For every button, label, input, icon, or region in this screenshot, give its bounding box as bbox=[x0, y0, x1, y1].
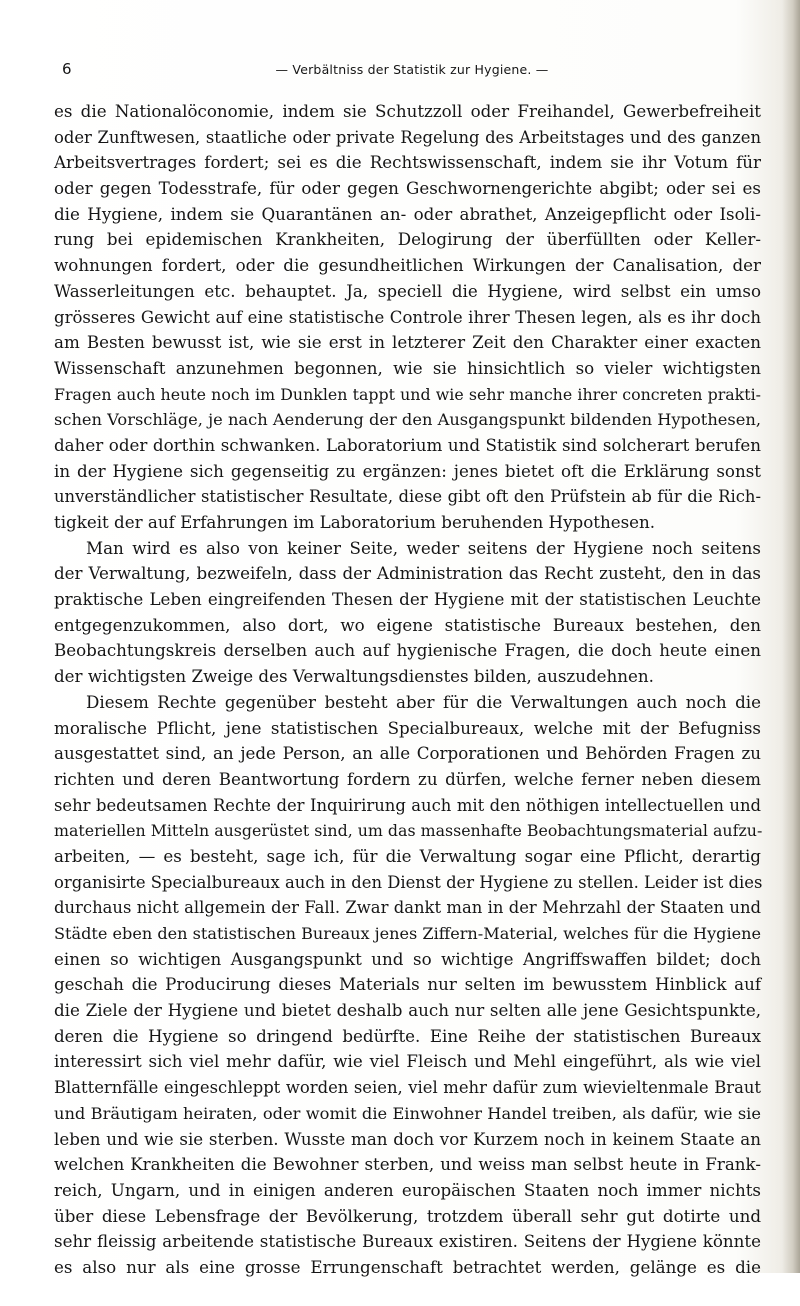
text-line: unverständlicher statistischer Resultate, diese gibt oft den Prüfstein ab für die Rich- bbox=[54, 487, 761, 507]
text-line: ausgestattet sind, an jede Person, an alle Corporationen und Behörden Fragen zu bbox=[54, 743, 761, 764]
text-line: Wissenschaft anzunehmen begonnen, wie sie hinsichtlich so vieler wichtigsten bbox=[54, 357, 761, 378]
text-line: grösseres Gewicht auf eine statistische Controle ihrer Thesen legen, als es ihr doch bbox=[54, 307, 761, 327]
text-line: Arbeitsvertrages fordert; sei es die Rechtswissenschaft, indem sie ihr Votum für bbox=[54, 152, 761, 173]
text-line: wohnungen fordert, oder die gesundheitlichen Wirkungen der Canalisation, der bbox=[54, 255, 761, 276]
text-line: daher oder dorthin schwanken. Laboratorium und Statistik sind solcherart berufen bbox=[54, 434, 761, 455]
text-line: reich, Ungarn, und in einigen anderen europäischen Staaten noch immer nichts bbox=[54, 1179, 761, 1200]
text-line: deren die Hygiene so dringend bedürfte. Eine Reihe der statistischen Bureaux bbox=[54, 1025, 761, 1046]
text-line: Fragen auch heute noch im Dunklen tappt und wie sehr manche ihrer concreten prakti- bbox=[54, 384, 761, 404]
text-line: Beobachtungskreis derselben auch auf hygienische Fragen, die doch heute einen bbox=[54, 640, 761, 661]
text-line: schen Vorschläge, je nach Aenderung der den Ausgangspunkt bildenden Hypothesen, bbox=[54, 410, 761, 430]
text-line: sehr bedeutsamen Rechte der Inquirirung auch mit den nöthigen intellectuellen und bbox=[54, 795, 761, 815]
text-line: interessirt sich viel mehr dafür, wie viel Fleisch und Mehl eingeführt, als wie viel bbox=[54, 1051, 761, 1072]
text-line: Blatternfälle eingeschleppt worden seien, viel mehr dafür zum wievieltenmale Braut bbox=[54, 1078, 761, 1098]
text-line: in der Hygiene sich gegenseitig zu ergänzen: jenes bietet oft die Erklärung sonst bbox=[54, 460, 761, 481]
text-line: arbeiten, — es besteht, sage ich, für die Verwaltung sogar eine Pflicht, derartig bbox=[54, 845, 761, 866]
text-line: leben und wie sie sterben. Wusste man doch vor Kurzem noch in keinem Staate an bbox=[54, 1128, 761, 1149]
text-line: Wasserleitungen etc. behauptet. Ja, speciell die Hygiene, wird selbst ein umso bbox=[54, 280, 761, 301]
text-line: richten und deren Beantwortung fordern zu dürfen, welche ferner neben diesem bbox=[54, 768, 761, 789]
text-line: über diese Lebensfrage der Bevölkerung, trotzdem überall sehr gut dotirte und bbox=[54, 1205, 761, 1226]
text-line: es also nur als eine grosse Errungenschaft betrachtet werden, gelänge es die bbox=[54, 1256, 761, 1277]
text-line: die Ziele der Hygiene und bietet deshalb auch nur selten alle jene Gesichtspunkte, bbox=[54, 1000, 761, 1021]
text-line: einen so wichtigen Ausgangspunkt und so wichtige Angriffswaffen bildet; doch bbox=[54, 948, 761, 969]
text-line: oder gegen Todesstrafe, für oder gegen Geschwornengerichte abgibt; oder sei es bbox=[54, 178, 761, 199]
text-line: Man wird es also von keiner Seite, weder seitens der Hygiene noch seitens bbox=[86, 537, 761, 558]
text-line: durchaus nicht allgemein der Fall. Zwar dankt man in der Mehrzahl der Staaten und bbox=[54, 898, 761, 918]
page-edge-shadow bbox=[782, 0, 800, 1273]
text-line: die Hygiene, indem sie Quarantänen an- oder abrathet, Anzeigepflicht oder Isoli- bbox=[54, 203, 761, 224]
page-header bbox=[62, 60, 762, 84]
text-line: der Verwaltung, bezweifeln, dass der Administration das Recht zusteht, den in das bbox=[54, 563, 761, 584]
text-line: praktische Leben eingreifenden Thesen der Hygiene mit der statistischen Leuchte bbox=[54, 589, 761, 610]
text-line: und Bräutigam heiraten, oder womit die Einwohner Handel treiben, als dafür, wie sie bbox=[54, 1103, 761, 1123]
text-line: organisirte Specialbureaux auch in den Dienst der Hygiene zu stellen. Leider ist dies bbox=[54, 872, 763, 892]
text-line: Diesem Rechte gegenüber besteht aber für die Verwaltungen auch noch die bbox=[86, 691, 761, 712]
text-line: Städte eben den statistischen Bureaux jenes Ziffern-Material, welches für die Hygiene bbox=[54, 924, 762, 943]
text-line: welchen Krankheiten die Bewohner sterben, und weiss man selbst heute in Frank- bbox=[54, 1154, 761, 1175]
text-line: am Besten bewusst ist, wie sie erst in letzterer Zeit den Charakter einer exacten bbox=[54, 332, 761, 353]
text-line: tigkeit der auf Erfahrungen im Laboratorium beruhenden Hypothesen. bbox=[54, 512, 656, 532]
text-line: der wichtigsten Zweige des Verwaltungsdienstes bilden, auszudehnen. bbox=[54, 666, 654, 687]
text-line: entgegenzukommen, also dort, wo eigene statistische Bureaux bestehen, den bbox=[54, 614, 761, 635]
page-number: 6 bbox=[62, 60, 72, 78]
text-line: es die Nationalöconomie, indem sie Schutzzoll oder Freihandel, Gewerbefreiheit bbox=[54, 101, 761, 121]
text-line: sehr fleissig arbeitende statistische Bureaux existiren. Seitens der Hygiene könnte bbox=[54, 1231, 761, 1252]
running-head: — Verbältniss der Statistik zur Hygiene. — bbox=[275, 62, 549, 77]
text-line: geschah die Producirung dieses Materials nur selten im bewusstem Hinblick auf bbox=[54, 974, 761, 995]
text-line: materiellen Mitteln ausgerüstet sind, um das massenhafte Beobachtungsmaterial aufzu- bbox=[54, 821, 763, 841]
text-line: moralische Pflicht, jene statistischen Specialbureaux, welche mit der Befugniss bbox=[54, 717, 761, 738]
text-line bbox=[54, 1281, 761, 1306]
text-line: rung bei epidemischen Krankheiten, Delogirung der überfüllten oder Keller- bbox=[54, 229, 761, 250]
body-text bbox=[54, 99, 761, 1306]
text-line: oder Zunftwesen, staatliche oder private Regelung des Arbeitstages und des ganzen bbox=[54, 127, 761, 147]
